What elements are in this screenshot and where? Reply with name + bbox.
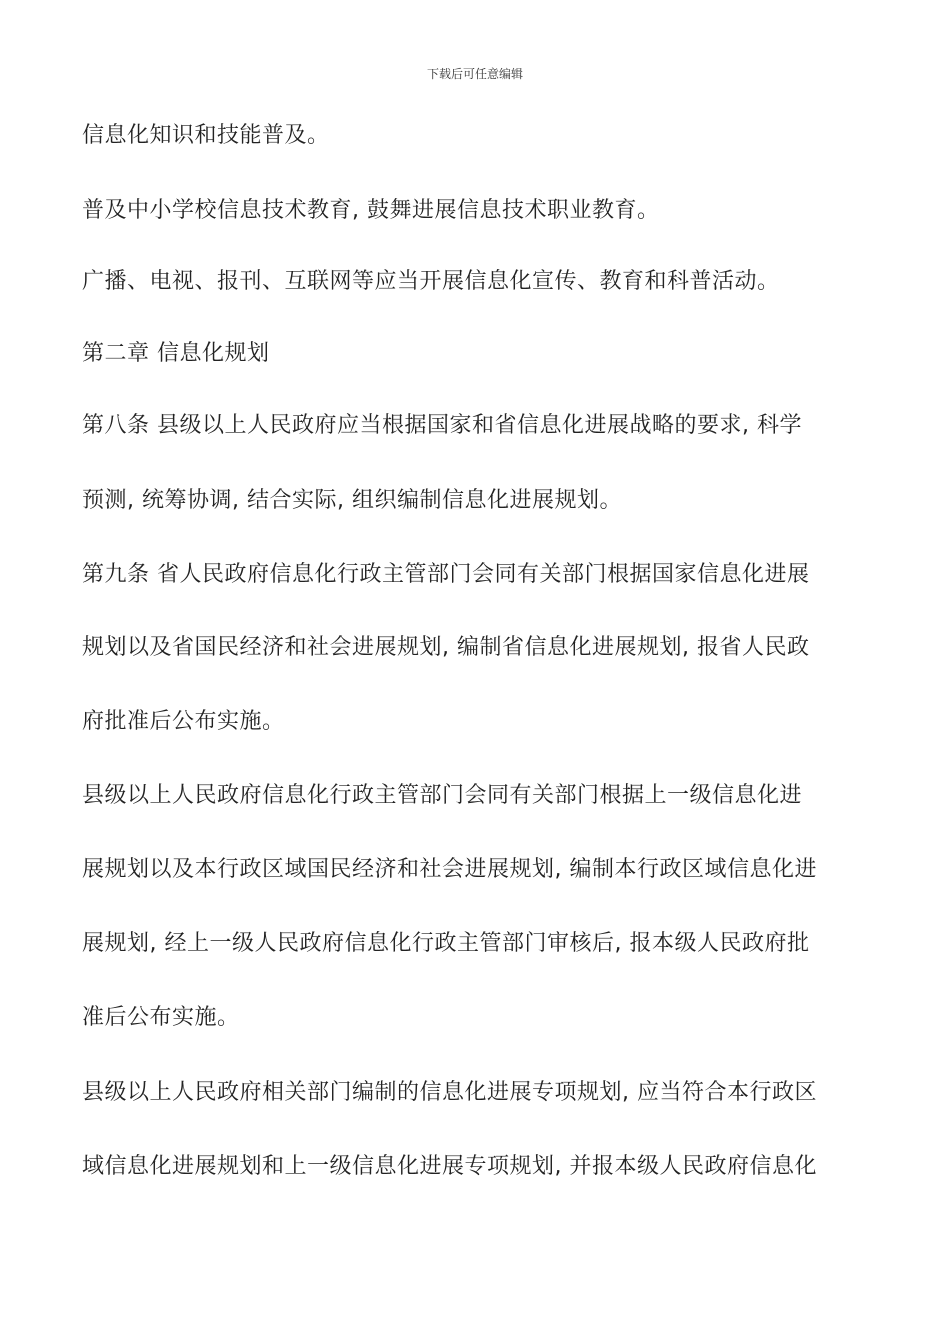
- text-line: 展规划, 经上一级人民政府信息化行政主管部门审核后, 报本级人民政府批: [82, 931, 810, 956]
- page-header: 下载后可任意编辑: [426, 67, 523, 81]
- text-line: 府批准后公布实施。: [82, 709, 285, 734]
- text-line: 预测, 统筹协调, 结合实际, 组织编制信息化进展规划。: [82, 488, 622, 513]
- text-line: 第九条 省人民政府信息化行政主管部门会同有关部门根据国家信息化进展: [82, 562, 810, 587]
- text-line: 展规划以及本行政区域国民经济和社会进展规划, 编制本行政区域信息化进: [82, 857, 817, 882]
- text-line: 规划以及省国民经济和社会进展规划, 编制省信息化进展规划, 报省人民政: [82, 635, 810, 660]
- text-line: 县级以上人民政府信息化行政主管部门会同有关部门根据上一级信息化进: [82, 783, 803, 808]
- text-line: 第八条 县级以上人民政府应当根据国家和省信息化进展战略的要求, 科学: [82, 413, 802, 438]
- text-line: 广播、电视、报刊、互联网等应当开展信息化宣传、教育和科普活动。: [82, 269, 780, 294]
- text-line: 普及中小学校信息技术教育, 鼓舞进展信息技术职业教育。: [82, 198, 660, 223]
- text-line: 县级以上人民政府相关部门编制的信息化进展专项规划, 应当符合本行政区: [82, 1080, 817, 1105]
- text-line: 域信息化进展规划和上一级信息化进展专项规划, 并报本级人民政府信息化: [82, 1154, 817, 1179]
- text-line: 信息化知识和技能普及。: [82, 123, 330, 148]
- text-line: 准后公布实施。: [82, 1005, 240, 1030]
- chapter-heading: 第二章 信息化规划: [82, 341, 270, 366]
